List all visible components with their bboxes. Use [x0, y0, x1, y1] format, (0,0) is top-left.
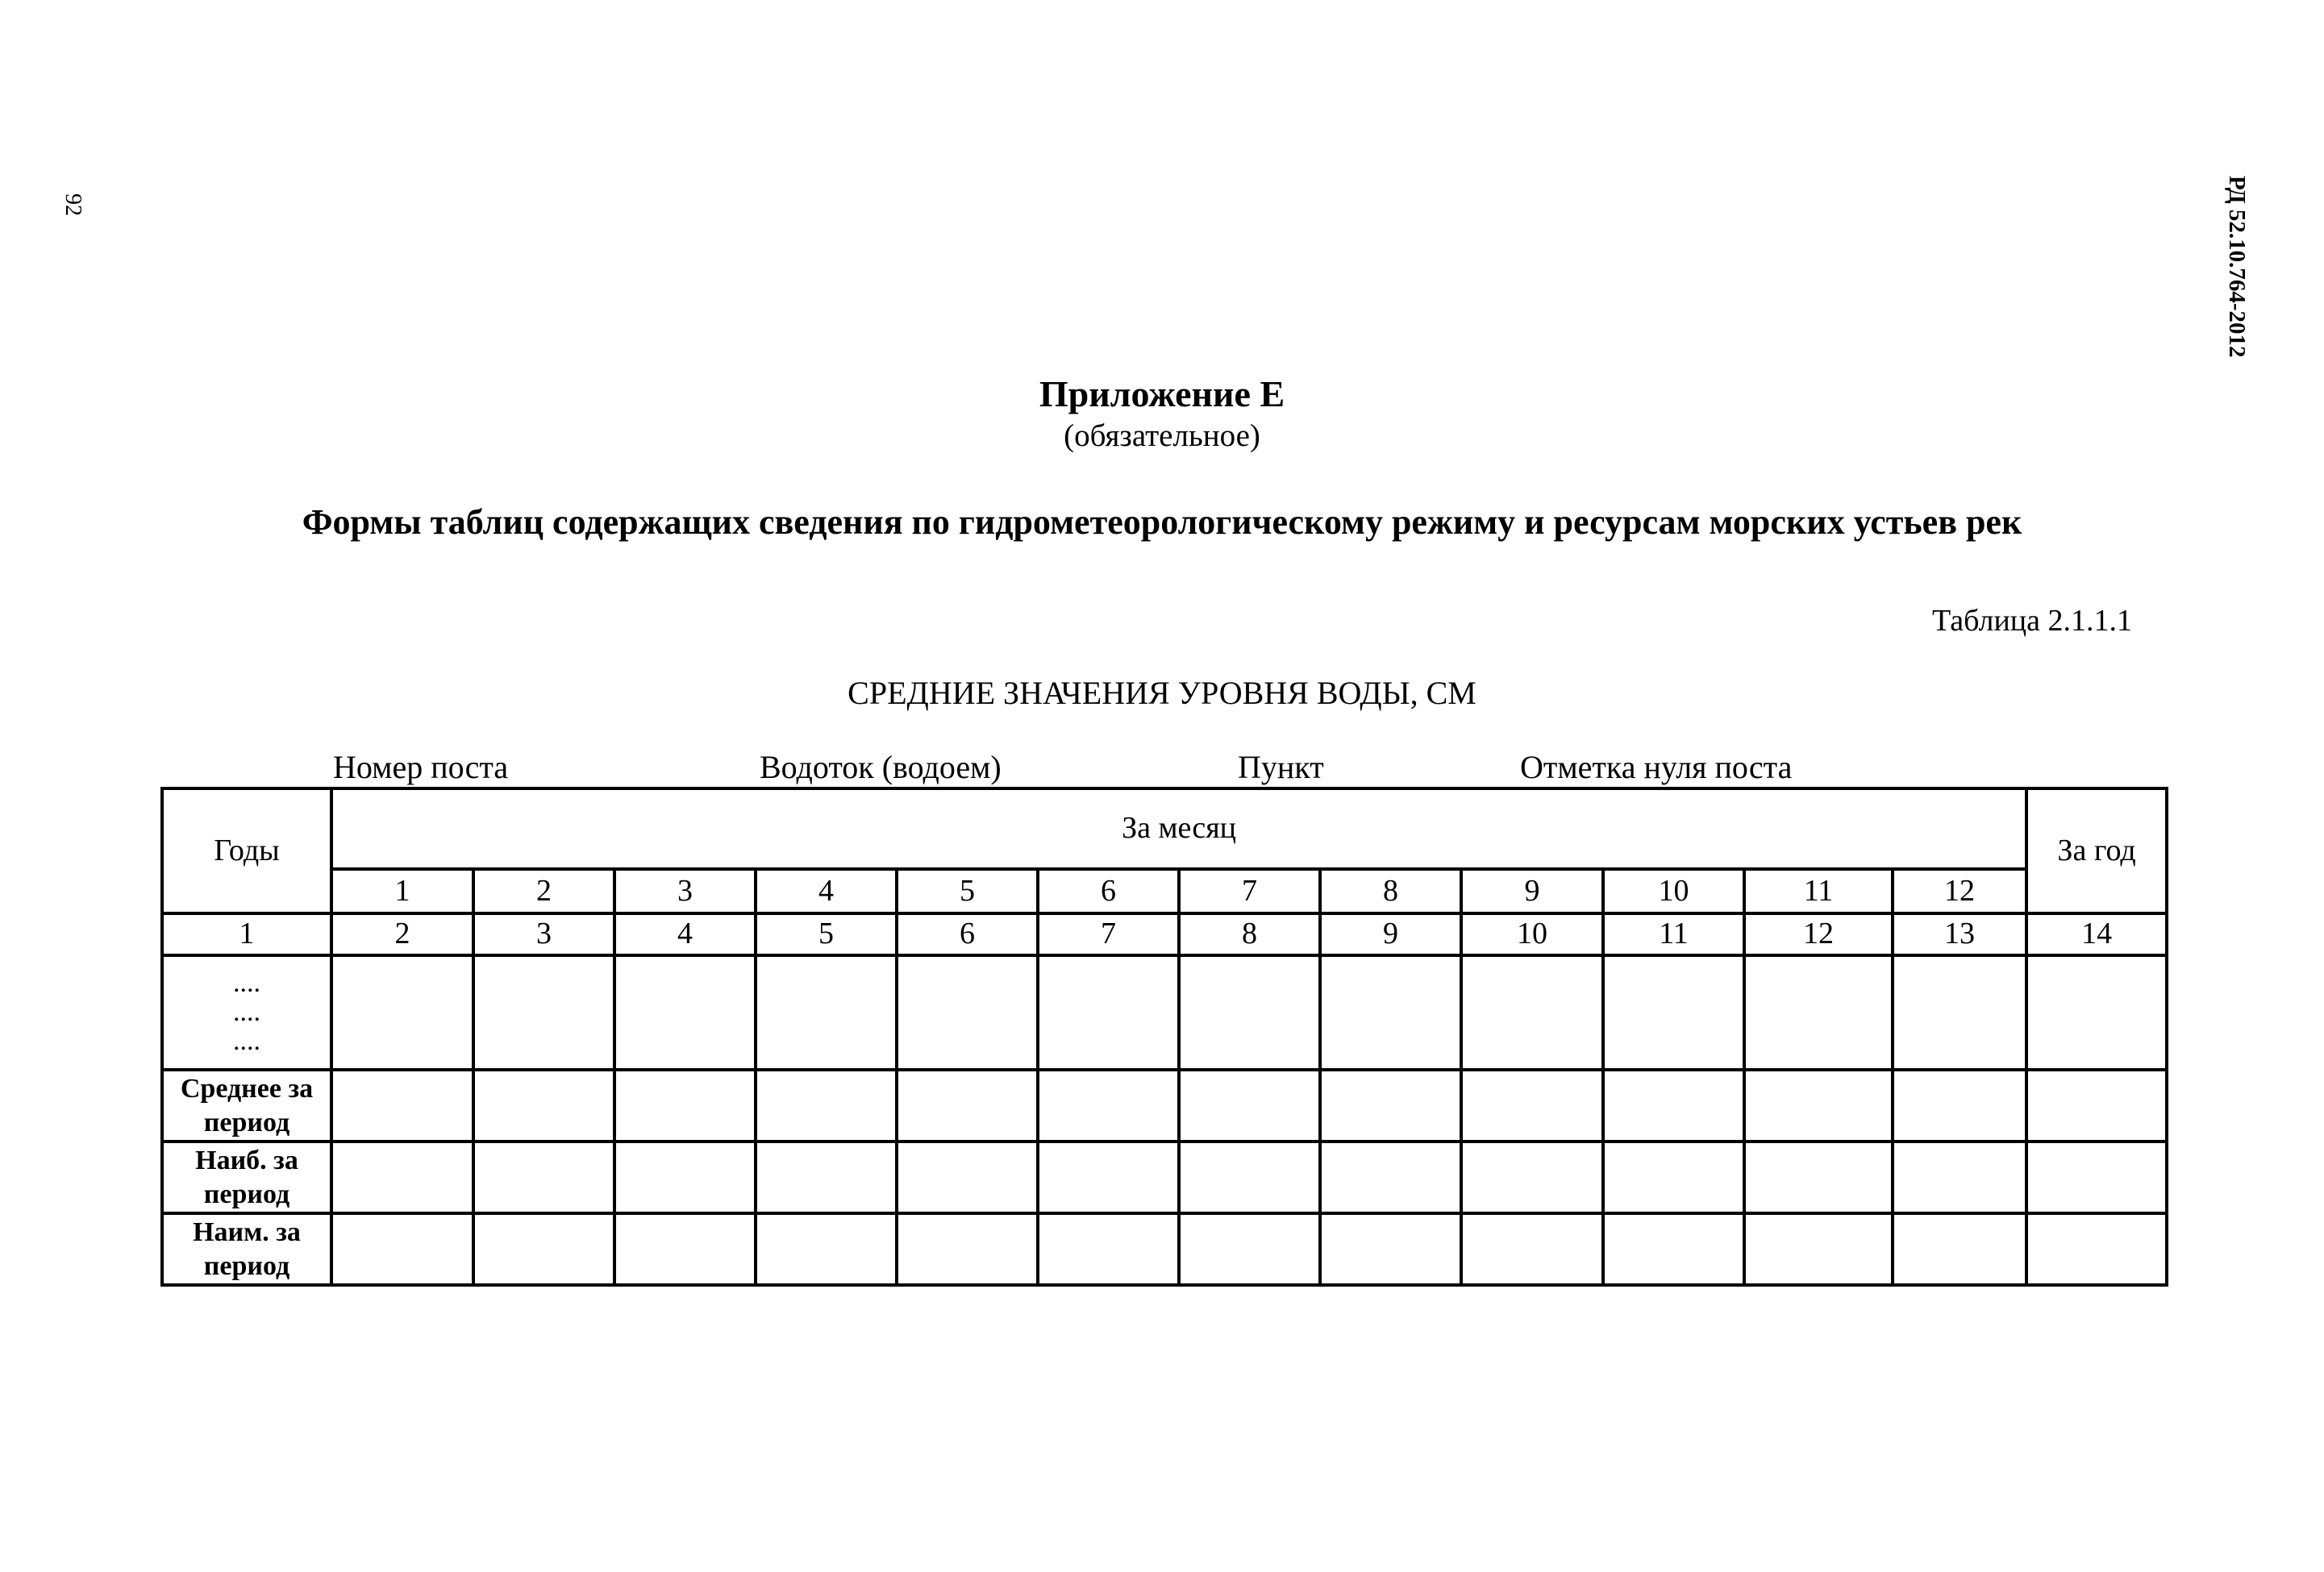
appendix-title: Приложение Е — [1039, 373, 1285, 414]
empty-cell — [1320, 955, 1461, 1070]
empty-cell — [2026, 955, 2167, 1070]
header-month: 12 — [1893, 869, 2026, 913]
column-number: 9 — [1320, 913, 1461, 955]
document-code: РД 52.10.764-2012 — [2224, 176, 2250, 358]
header-month: 4 — [756, 869, 897, 913]
empty-cell — [756, 1142, 897, 1213]
empty-cell — [331, 1142, 473, 1213]
empty-cell — [1744, 1070, 1893, 1142]
ellipsis-text: .... — [233, 968, 260, 998]
column-number: 14 — [2026, 913, 2167, 955]
empty-cell — [756, 1213, 897, 1285]
row-label-average: Среднее за период — [162, 1070, 331, 1142]
empty-cell — [1320, 1213, 1461, 1285]
empty-cell — [473, 1070, 614, 1142]
empty-cell — [897, 1213, 1038, 1285]
empty-cell — [1179, 1142, 1320, 1213]
empty-cell — [614, 1142, 756, 1213]
header-month: 10 — [1603, 869, 1744, 913]
row-label-min: Наим. за период — [162, 1213, 331, 1285]
empty-cell — [897, 955, 1038, 1070]
empty-cell — [1320, 1070, 1461, 1142]
header-month: 5 — [897, 869, 1038, 913]
empty-cell — [1603, 1142, 1744, 1213]
empty-cell — [1179, 955, 1320, 1070]
meta-zero-mark-label: Отметка нуля поста — [1520, 749, 1793, 785]
empty-cell — [1744, 1142, 1893, 1213]
ellipsis-text: .... — [233, 997, 260, 1027]
column-number: 11 — [1603, 913, 1744, 955]
empty-cell — [1744, 955, 1893, 1070]
data-row-ellipsis — [162, 955, 2167, 1070]
empty-cell — [331, 1213, 473, 1285]
column-number: 5 — [756, 913, 897, 955]
empty-cell — [1038, 1070, 1179, 1142]
empty-cell — [2026, 1213, 2167, 1285]
empty-cell — [1603, 955, 1744, 1070]
empty-cell — [1320, 1142, 1461, 1213]
empty-cell — [1893, 1142, 2026, 1213]
header-year-total: За год — [2026, 788, 2167, 913]
empty-cell — [756, 955, 897, 1070]
meta-point-label: Пункт — [1238, 749, 1324, 785]
header-month: 3 — [614, 869, 756, 913]
empty-cell — [1038, 955, 1179, 1070]
summary-row-max — [162, 1142, 2167, 1213]
header-month: 6 — [1038, 869, 1179, 913]
empty-cell — [1461, 955, 1603, 1070]
header-row-main — [162, 788, 2167, 869]
column-number: 13 — [1893, 913, 2026, 955]
header-month: 8 — [1320, 869, 1461, 913]
empty-cell — [1179, 1070, 1320, 1142]
column-number: 2 — [331, 913, 473, 955]
meta-watercourse-label: Водоток (водоем) — [760, 749, 1002, 785]
header-month-group: За месяц — [331, 788, 2026, 869]
empty-cell — [1603, 1213, 1744, 1285]
empty-cell — [1744, 1213, 1893, 1285]
water-level-table — [160, 787, 2168, 1287]
column-number: 12 — [1744, 913, 1893, 955]
row-label-max: Наиб. за период — [162, 1142, 331, 1213]
ellipsis-text: .... — [233, 1026, 260, 1056]
empty-cell — [614, 1213, 756, 1285]
empty-cell — [1461, 1070, 1603, 1142]
empty-cell — [473, 955, 614, 1070]
column-number: 8 — [1179, 913, 1320, 955]
header-month: 1 — [331, 869, 473, 913]
year-ellipsis-cell — [162, 955, 331, 1070]
empty-cell — [331, 955, 473, 1070]
summary-row-average — [162, 1070, 2167, 1142]
empty-cell — [1038, 1142, 1179, 1213]
column-number: 7 — [1038, 913, 1179, 955]
empty-cell — [2026, 1142, 2167, 1213]
empty-cell — [1179, 1213, 1320, 1285]
empty-cell — [473, 1213, 614, 1285]
header-month: 7 — [1179, 869, 1320, 913]
empty-cell — [1038, 1213, 1179, 1285]
column-number-row — [162, 913, 2167, 955]
forms-heading: Формы таблиц содержащих сведения по гидрометеорологическому режиму и ресурсам морских устьев рек — [302, 502, 2022, 542]
empty-cell — [614, 1070, 756, 1142]
column-number: 3 — [473, 913, 614, 955]
column-number: 4 — [614, 913, 756, 955]
empty-cell — [614, 955, 756, 1070]
empty-cell — [331, 1070, 473, 1142]
empty-cell — [1461, 1213, 1603, 1285]
empty-cell — [1461, 1142, 1603, 1213]
header-row-months — [162, 869, 2167, 913]
summary-row-min — [162, 1213, 2167, 1285]
column-number: 1 — [162, 913, 331, 955]
header-month: 9 — [1461, 869, 1603, 913]
appendix-subtitle: (обязательное) — [1064, 418, 1260, 453]
empty-cell — [2026, 1070, 2167, 1142]
column-number: 10 — [1461, 913, 1603, 955]
empty-cell — [1893, 1213, 2026, 1285]
header-years: Годы — [162, 788, 331, 913]
empty-cell — [1603, 1070, 1744, 1142]
empty-cell — [897, 1142, 1038, 1213]
empty-cell — [756, 1070, 897, 1142]
empty-cell — [1893, 1070, 2026, 1142]
empty-cell — [897, 1070, 1038, 1142]
meta-post-number-label: Номер поста — [333, 749, 509, 785]
empty-cell — [1893, 955, 2026, 1070]
empty-cell — [473, 1142, 614, 1213]
header-month: 2 — [473, 869, 614, 913]
table-caption: СРЕДНИЕ ЗНАЧЕНИЯ УРОВНЯ ВОДЫ, СМ — [848, 675, 1476, 711]
header-month: 11 — [1744, 869, 1893, 913]
table-number: Таблица 2.1.1.1 — [1931, 604, 2132, 638]
column-number: 6 — [897, 913, 1038, 955]
page-number: 92 — [60, 193, 85, 216]
